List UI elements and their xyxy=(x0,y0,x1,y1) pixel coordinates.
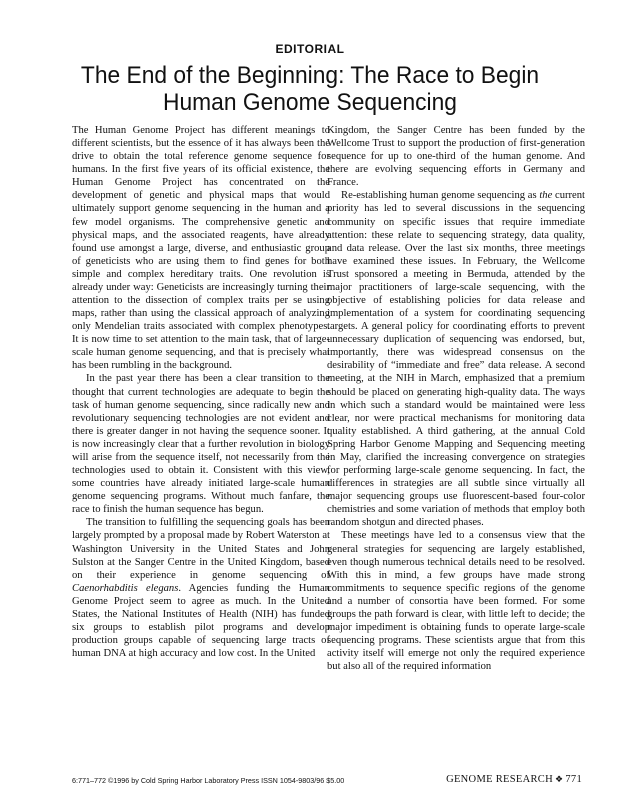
title-line-2: Human Genome Sequencing xyxy=(163,89,457,116)
journal-name-part-2: SEARCH xyxy=(509,774,553,785)
left-column xyxy=(72,124,330,660)
citation-line: 6:771–772 ©1996 by Cold Spring Harbor Laboratory Press ISSN 1054-9803/96 $5.00 xyxy=(72,776,345,785)
paragraph-1: The Human Genome Project has different meanings to different scientists, but the essence of it has always been the drive to obtain the total reference genome sequence for humans. In the first five years of its official existence, the Human Genome Project has concentrated on the development of genetic and physical maps that would ultimately support genome sequencing in the human and a few model organisms. The comprehensive genetic and physical maps, and the associated reagents, have already found use amongst a large, diverse, and enthusiastic group of geneticists who are using them to find genes for both simple and complex hereditary traits. One revolution is already under way: Geneticists are increasingly turning their attention to the dissection of complex traits per se using maps, rather than using the classical approach of analyzing only Mendelian traits associated with complex phenotypes. It is now time to set attention to the main task, that of large-scale human genome sequencing, and that is precisely what has been rumbling in the background. xyxy=(72,125,330,372)
paragraph-4-text-a: Re-establishing human genome sequencing as xyxy=(341,190,540,202)
article-title xyxy=(59,62,561,116)
journal-name-part-1: GENOME RE xyxy=(446,774,510,785)
paragraph-3-continued: Kingdom, the Sanger Centre has been funded by the Wellcome Trust to support the production of first-generation sequence for up to one-third of the human genome. And there are evolving sequencing efforts in Germany and France. xyxy=(327,125,585,189)
paragraph-4-text-b: current priority has led to several discussions in the sequencing community on specific issues that require immediate attention: these relate to sequencing strategy, data quality, and data release. Over the last six months, three meetings have examined these issues. In February, the Wellcome Trust sponsored a meeting in Bermuda, attended by the major practitioners of large-scale sequencing, with the objective of establishing policies for data release and implementation of a system for coordinating sequencing targets. A general policy for coordinating efforts to prevent unnecessary duplication of sequencing was endorsed, but, importantly, there was widespread consensus on the desirability of “immediate and free” data release. A second meeting, at the NIH in March, emphasized that a premium should be placed on generating high-quality data. The ways in which such a standard would be maintained were less clear, nor were practical mechanisms for monitoring data quality established. A third gathering, at the annual Cold Spring Harbor Genome Mapping and Sequencing meeting in May, clarified the increasing convergence on strategies for performing large-scale genome sequencing. In fact, the differences in strategies are all subtle since virtually all major sequencing groups use fluorescent-based four-color chemistries and some variation of methods that employ both random shotgun and directed phases. xyxy=(327,190,585,529)
species-name: Caenorhabditis elegans xyxy=(72,582,179,594)
paragraph-3 xyxy=(72,516,330,660)
title-line-1: The End of the Beginning: The Race to Begin xyxy=(80,62,540,89)
page-footer xyxy=(0,774,620,788)
journal-footer xyxy=(446,774,582,785)
emphasis-the: the xyxy=(539,190,553,202)
right-column xyxy=(327,124,585,673)
section-label: EDITORIAL xyxy=(275,42,345,56)
page-number: 771 xyxy=(565,774,582,785)
paragraph-4 xyxy=(327,189,585,529)
paragraph-3-text-b: . Agencies funding the Human Genome Project seem to agree as much. In the United States, the National Institutes of Health (NIH) has funded six groups to establish pilot programs and develop production groups capable of sequencing large tracts of human DNA at high accuracy and low cost. In the United xyxy=(72,582,330,660)
paragraph-5: These meetings have led to a consensus view that the general strategies for sequencing are largely established, even though numerous technical details need to be resolved. With this in mind, a few groups have made strong commitments to sequence specific regions of the genome and a number of consortia have been formed. For some groups the path forward is clear, with little left to decide; the major impediment is obtaining funds to operate large-scale sequencing programs. These scientists argue that from this activity itself will emerge not only the required experience but also all of the required information xyxy=(327,530,585,673)
paragraph-2: In the past year there has been a clear transition to the thought that current technologies are adequate to begin the task of human genome sequencing, since radically new and revolutionary sequencing technologies are not evident and there is greater danger in not having the sequence sooner. It is now increasingly clear that a further revolution in biology will arise from the sequence itself, not necessarily from the technologies used to obtain it. Consistent with this view, some countries have already initiated large-scale human genome sequencing programs. Without much fanfare, the race to finish the human sequence has begun. xyxy=(72,373,330,516)
paragraph-3-text-a: The transition to fulfilling the sequencing goals has been largely prompted by a proposal made by Robert Waterston at Washington University in the United States and John Sulston at the Sanger Centre in the United Kingdom, based on their experience in genome sequencing of xyxy=(72,517,330,581)
pinwheel-icon: ❖ xyxy=(554,774,564,784)
